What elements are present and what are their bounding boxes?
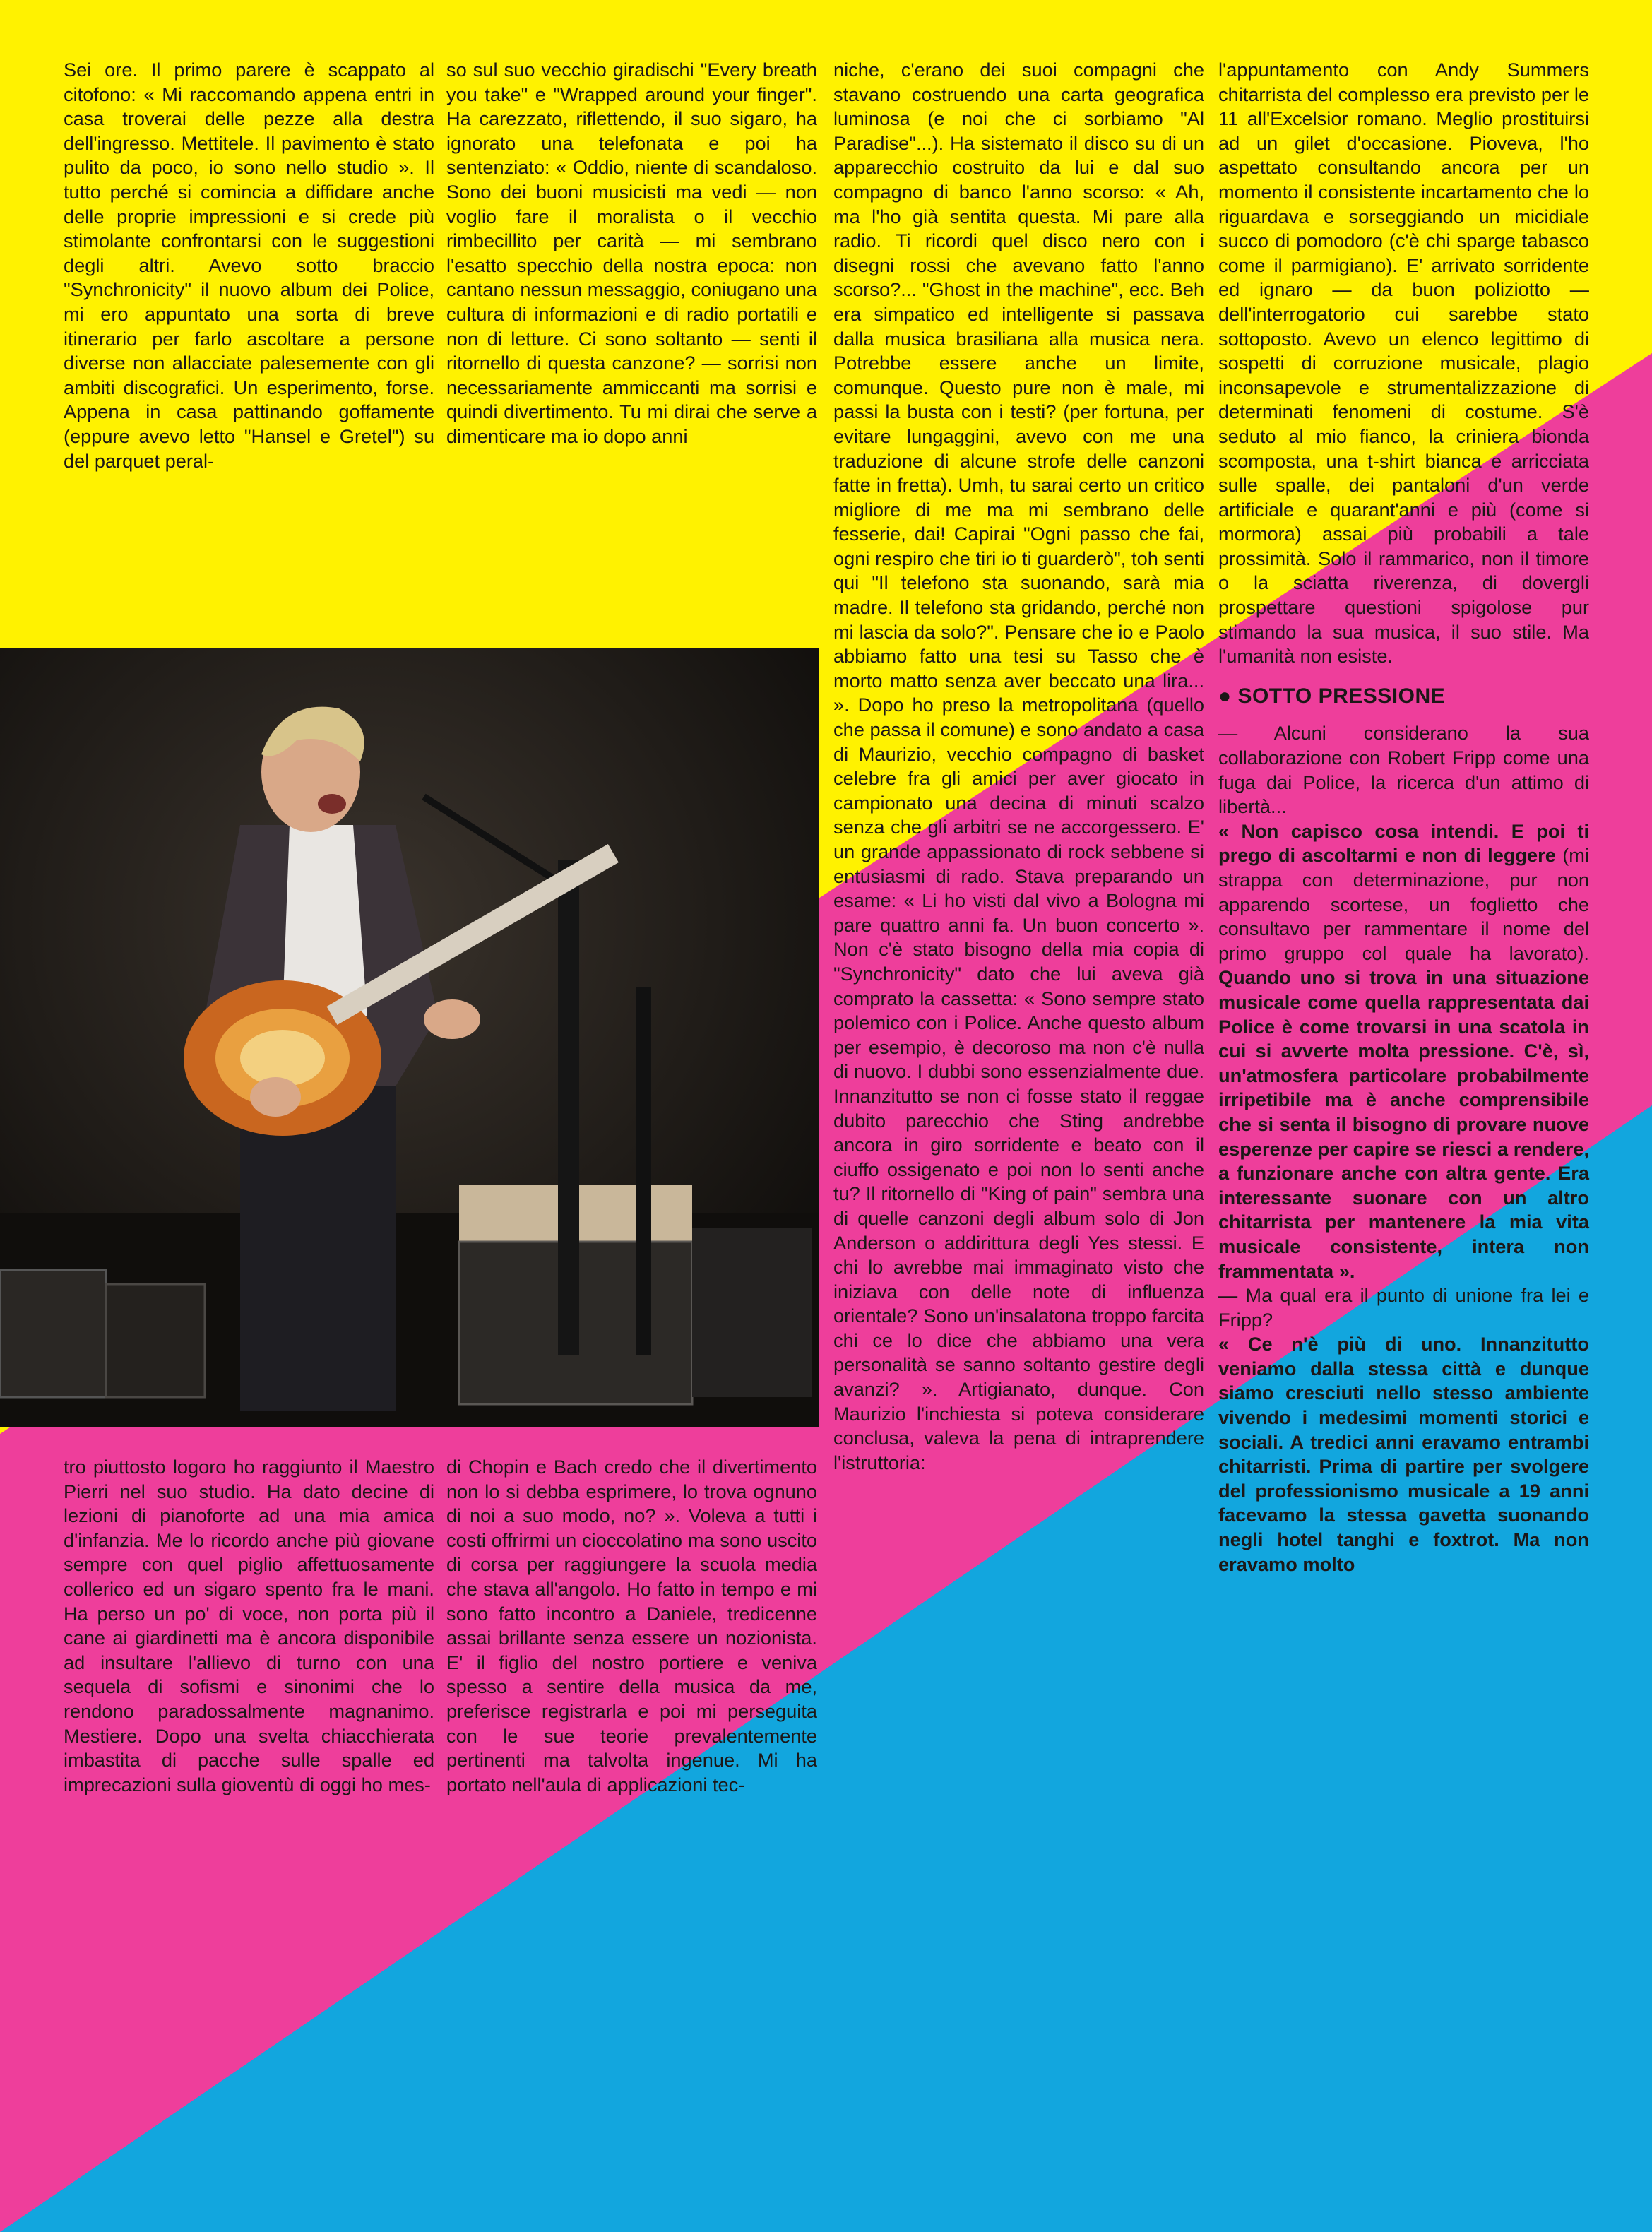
column-4 bbox=[1218, 58, 1589, 1577]
paragraph: di Chopin e Bach credo che il divertimento non lo si debba esprimere, lo trova ognuno di noi a suo modo, no? ». Voleva a tutti i costi offrirmi un cioccolatino ma sono uscito di corsa per raggiungere la scuola media che stava all'angolo. Ho fatto in tempo e mi sono fatto incontro a Daniele, tredicenne assai brillante senza essere un nozionista. E' il figlio del nostro portiere e veniva spesso a sentire della musica da me, preferisce registrarla e poi mi perseguita con le sue teorie prevalentemente pertinenti ma talvolta ingenue. Mi ha portato nell'aula di applicazioni tec- bbox=[446, 1456, 817, 1795]
guitarist-illustration bbox=[0, 648, 819, 1427]
column-3 bbox=[833, 58, 1204, 1475]
paragraph: so sul suo vecchio giradischi "Every breath you take" e "Wrapped around your finger". Ha carezzato, riflettendo, il suo sigaro, ha ignorato una telefonata e poi ha sentenziato: « Oddio, niente di scandaloso. Sono dei buoni musicisti ma vedi — non voglio fare il moralista o il vecchio rimbecillito per carità — mi sembrano l'esatto specchio della nostra epoca: non cantano nessun messaggio, coniugano una cultura di informazioni e di radio portatili e non di letture. Ci sono soltanto — senti il ritornello di questa canzone? — sorrisi non necessariamente ammiccanti ma sorrisi e quindi divertimento. Tu mi dirai che serve a dimenticare ma io dopo anni bbox=[446, 59, 817, 447]
answer: « Ce n'è più di uno. Innanzitutto veniamo dalla stessa città e dunque siamo cresciuti nello stesso ambiente vivendo i medesimi momenti storici e sociali. A tredici anni eravamo entrambi chitarristi. Prima di partire per svolgere del professionismo musicale a 19 anni facevamo la stessa gavetta suonando negli hotel tanghi e foxtrot. Ma non eravamo molto bbox=[1218, 1333, 1589, 1575]
column-2-bottom bbox=[446, 1455, 817, 1797]
column-1-top bbox=[64, 58, 434, 473]
question: — Ma qual era il punto di unione fra lei e Fripp? bbox=[1218, 1284, 1589, 1331]
answer-bold: Quando uno si trova in una situazione musicale come quella rappresentata dai Police è come trovarsi in una scatola in cui si avverte molta pressione. C'è, sì, un'atmosfera particolare probabilmente irripetibile ma è anche comprensibile che si senta il bisogno di provare nuove esperenze per capire se riesci a rendere, a funzionare anche con altra gente. Era interessante suonare con un altro chitarrista per mantenere la mia vita musicale consistente, intera non frammentata ». bbox=[1218, 966, 1589, 1282]
paragraph: Sei ore. Il primo parere è scappato al citofono: « Mi raccomando appena entri in casa troverai delle pezze alla destra dell'ingresso. Mettitele. Il pavimento è stato pulito da poco, io sono nello studio ». Il tutto perché si comincia a diffidare anche delle proprie impressioni e si crede più stimolante confrontarsi con le suggestioni degli altri. Avevo sotto braccio "Synchronicity" il nuovo album dei Police, mi ero appuntato una sorta di breve itinerario per farlo ascoltare a persone diverse non allacciate palesemente con gli ambiti discografici. Un esperimento, forse. Appena in casa pattinando goffamente (eppure avevo letto "Hansel e Gretel") su del parquet peral- bbox=[64, 59, 434, 472]
concert-photo bbox=[0, 648, 819, 1427]
paragraph: tro piuttosto logoro ho raggiunto il Maestro Pierri nel suo studio. Ha dato decine di lezioni di pianoforte ad una mia amica d'infanzia. Me lo ricordo anche più giovane sempre con quel piglio affettuosamente collerico ed un sigaro spento fra le mani. Ha perso un po' di voce, non porta più il cane ai giardinetti ma è ancora disponibile ad insultare l'allievo di turno con una sequela di sofismi e sinonimi che lo rendono paradossalmente magnanimo. Mestiere. Dopo una svelta chiacchierata imbastita di pacche sulle spalle ed imprecazioni sulla gioventù di oggi ho mes- bbox=[64, 1456, 434, 1795]
answer-bold: « Non capisco cosa intendi. E poi ti prego di ascoltarmi e non di leggere bbox=[1218, 819, 1589, 867]
column-1-bottom bbox=[64, 1455, 434, 1797]
column-2-top bbox=[446, 58, 817, 449]
question: — Alcuni considerano la sua collaborazione con Robert Fripp come una fuga dai Police, la ricerca d'un attimo di libertà... bbox=[1218, 722, 1589, 818]
section-heading: ● SOTTO PRESSIONE bbox=[1218, 684, 1446, 708]
answer bbox=[1218, 819, 1589, 1283]
answer-aside: (mi strappa con determinazione, pur non apparendo scortese, un foglietto che consultavo per rammentare il nome del primo gruppo col quale ha lavorato). bbox=[1218, 844, 1589, 964]
paragraph: l'appuntamento con Andy Summers chitarrista del complesso era previsto per le 11 all'Excelsior romano. Meglio prostituirsi ad un gilet d'occasione. Pioveva, l'ho aspettato consultando ancora per un momento il consistente incartamento che lo riguardava e sorseggiando un micidiale succo di pomodoro (c'è chi sparge tabasco come il parmigiano). E' arrivato sorridente ed ignaro — da buon poliziotto — dell'interrogatorio cui sarebbe stato sottoposto. Avevo un elenco legittimo di sospetti di corruzione musicale, plagio inconsapevole e strumentalizzazione di determinati fenomeni di costume. S'è seduto al mio fianco, la criniera bionda scomposta, una t-shirt bianca e arricciata sulle spalle, dei pantaloni d'un verde artificiale e quarant'anni e più (come si mormora) assai più probabili a tale prossimità. Solo il rammarico, non il timore o la sciatta riverenza, di dovergli prospettare questioni spigolose pur stimando la sua musica, il suo stile. Ma l'umanità non esiste. bbox=[1218, 59, 1589, 667]
paragraph: niche, c'erano dei suoi compagni che stavano costruendo una carta geografica luminosa (e noi che ci sorbiamo "Al Paradise"...). Ha sistemato il disco su di un apparecchio costruito da lui e dal suo compagno di banco l'anno scorso: « Ah, ma l'ho già sentita questa. Mi pare alla radio. Ti ricordi quel disco nero con i disegni rossi che avevano fatto l'anno scorso?... "Ghost in the machine", ecc. Beh era simpatico ed intelligente si passava dalla musica brasiliana alla musica nera. Potrebbe essere anche un limite, comunque. Questo pure non è male, mi passi la busta con i testi? (per fortuna, per evitare lungaggini, avevo con me una traduzione di alcune strofe delle canzoni fatte in fretta). Umh, tu sarai certo un critico migliore di me ma mi sembrano delle fesserie, dai! Capirai "Ogni passo che fai, ogni respiro che tiri io ti guarderò", toh senti qui "Il telefono sta suonando, sarà mia madre. Il telefono sta gridando, perché non mi lascia da solo?". Pensare che io e Paolo abbiamo fatto una tesi su Tasso che è morto matto senza aver beccato una lira... ». Dopo ho preso la metropolitana (quello che passa il comune) e sono andato a casa di Maurizio, vecchio compagno di basket celebre fra gli amici per aver giocato in campionato una decina di minuti scalzo senza che gli arbitri se ne accorgessero. E' un grande appassionato di rock sebbene si entusiasmi di rado. Stava preparando un esame: « Li ho visti dal vivo a Bologna mi pare quattro anni fa. Un buon concerto ». Non c'è stato bisogno della mia copia di "Synchronicity" dato che lui aveva già comprato la cassetta: « Sono sempre stato polemico con i Police. Anche questo album per esempio, è decoroso ma non c'è nulla di nuovo. I dubbi sono essenzialmente due. Innanzitutto se non ci fosse stato il reggae dubito parecchio che Sting andrebbe ancora in giro sorridente e beato con il ciuffo ossigenato e poi non lo senti anche tu? Il ritornello di "King of pain" sembra una di quelle canzoni degli album solo di Jon Anderson o addirittura degli Yes stessi. E chi lo avrebbe mai immaginato visto che iniziava con delle note di influenza orientale? Sono un'insalatona troppo farcita chi ce lo dice che abbiamo una vera personalità se sanno soltanto gestire degli avanzi? ». Artigianato, dunque. Con Maurizio l'inchiesta si poteva considerare conclusa, valeva la pena di intraprendere l'istruttoria: bbox=[833, 59, 1204, 1473]
